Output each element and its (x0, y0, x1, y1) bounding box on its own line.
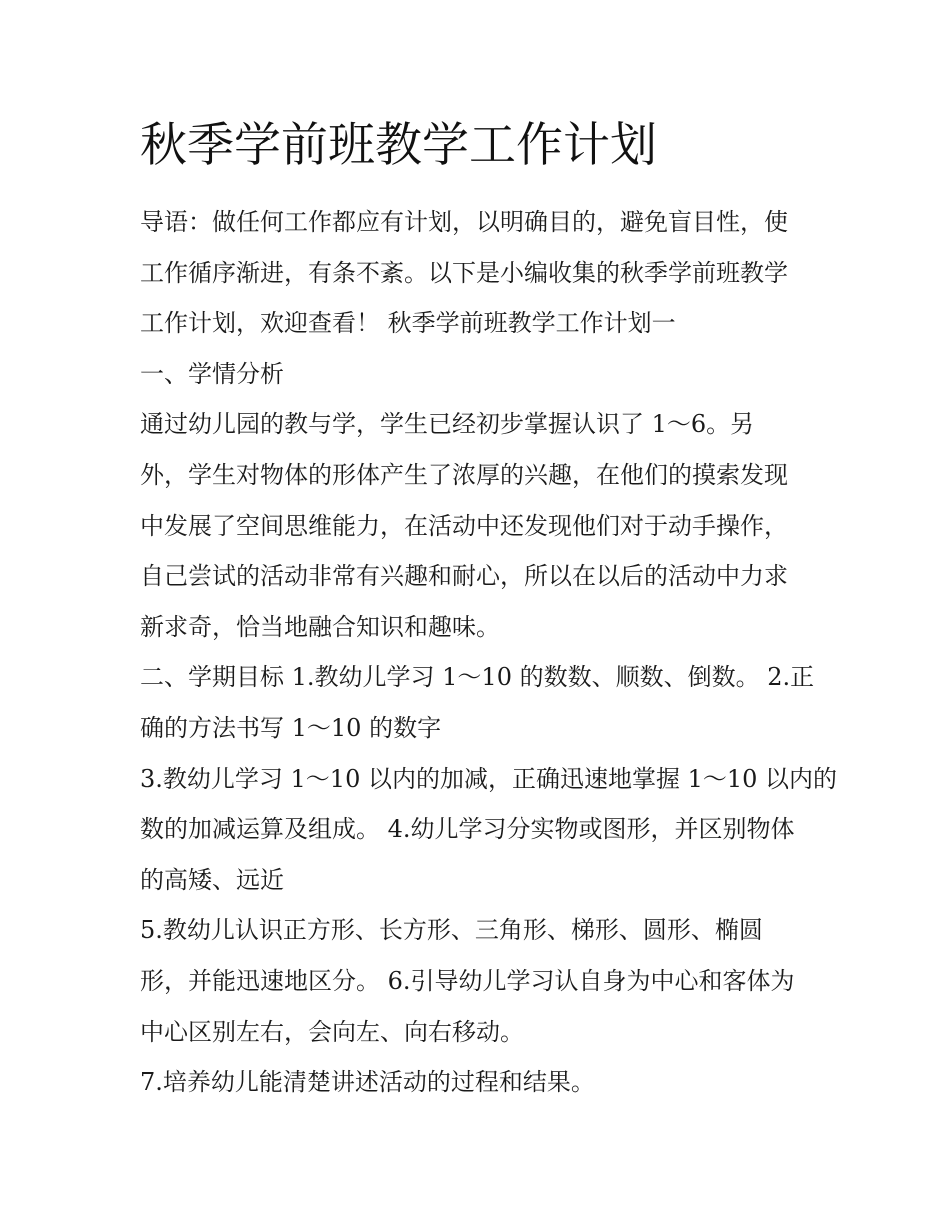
text-line: 通过幼儿园的教与学，学生已经初步掌握认识了 1～6。另 (140, 410, 755, 439)
text-line: 3.教幼儿学习 1～10 以内的加减，正确迅速地掌握 1～10 以内的 (140, 764, 838, 793)
text-line: 中发展了空间思维能力，在活动中还发现他们对于动手操作， (140, 511, 788, 540)
text-line: 新求奇，恰当地融合知识和趣味。 (140, 612, 500, 641)
text-line: 形，并能迅速地区分。 6.引导幼儿学习认自身为中心和客体为 (140, 966, 795, 995)
text-line: 确的方法书写 1～10 的数字 (140, 713, 442, 742)
text-line: 二、学期目标 1.教幼儿学习 1～10 的数数、顺数、倒数。 2.正 (140, 663, 815, 692)
document-body (140, 197, 838, 1108)
text-line: 5.教幼儿认识正方形、长方形、三角形、梯形、圆形、椭圆 (140, 916, 763, 945)
text-line: 工作计划，欢迎查看！ 秋季学前班教学工作计划一 (140, 309, 676, 338)
text-line: 工作循序渐进，有条不紊。以下是小编收集的秋季学前班教学 (140, 258, 788, 287)
text-line: 中心区别左右，会向左、向右移动。 (140, 1017, 524, 1046)
text-line: 7.培养幼儿能清楚讲述活动的过程和结果。 (140, 1068, 595, 1097)
text-line: 自己尝试的活动非常有兴趣和耐心，所以在以后的活动中力求 (140, 562, 788, 591)
text-line: 数的加减运算及组成。 4.幼儿学习分实物或图形，并区别物体 (140, 815, 795, 844)
text-line: 的高矮、远近 (140, 865, 284, 894)
text-line: 导语：做任何工作都应有计划，以明确目的，避免盲目性，使 (140, 208, 788, 236)
section-heading: 一、学情分析 (140, 359, 284, 388)
text-line: 外，学生对物体的形体产生了浓厚的兴趣，在他们的摸索发现 (140, 460, 788, 489)
document-title: 秋季学前班教学工作计划 (140, 118, 657, 173)
